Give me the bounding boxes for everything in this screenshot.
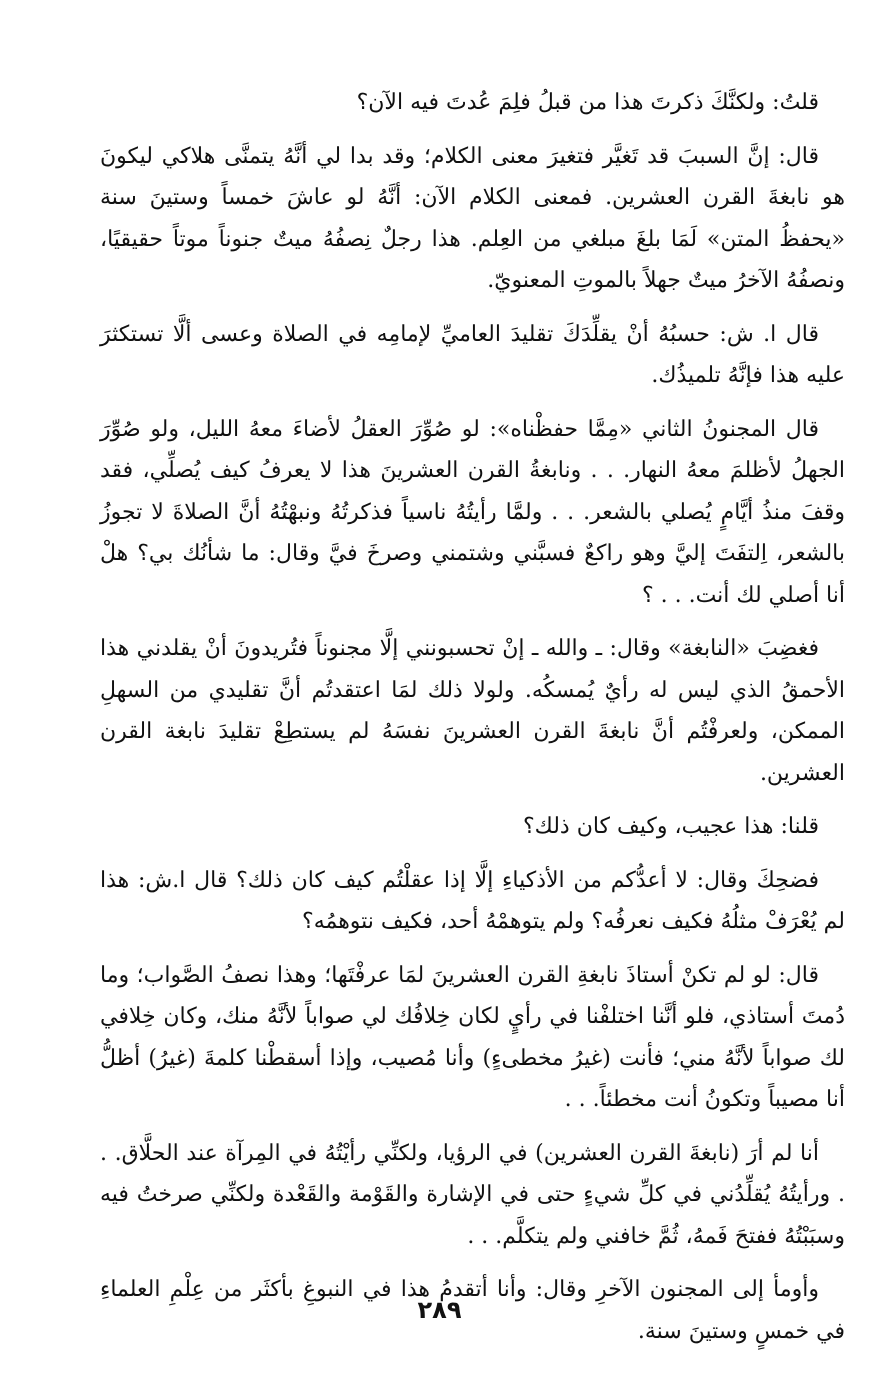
paragraph: أنا لم أرَ (نابغةَ القرن العشرين) في الرؤيا، ولكنِّي رأيْتُهُ في المِرآة عند الحلَّاق. . . ورأيتُهُ يُقلِّدُني في كلِّ شيءٍ حتى في الإشارة والقَوْمة والقَعْدة ولكنِّي صرختُ فيه وسبَبْتُهُ ففتحَ فَمهُ، ثُمَّ خافني ولم يتكلَّم. . . bbox=[100, 1140, 845, 1249]
page-number: ٢٨٩ bbox=[417, 1296, 462, 1324]
paragraph: فضحِكَ وقال: لا أعدُّكم من الأذكياءِ إلَّا إذا عقلْتُم كيف كان ذلك؟ قال ا.ش: هذا لم يُعْرَفْ مثلُهُ فكيف نعرفُه؟ ولم يتوهمْهُ أحد، فكيف نتوهمُه؟ bbox=[100, 867, 845, 934]
paragraph: قال المجنونُ الثاني «مِمَّا حفظْناه»: لو صُوِّرَ العقلُ لأضاءَ معهُ الليل، ولو صُوِّرَ الجهلُ لأظلمَ معهُ النهار. . . ونابغةُ القرن العشرينَ هذا لا يعرفُ كيف يُصلِّي، فقد وقفَ منذُ أيَّامٍ يُصلي بالشعر. . . ولمَّا رأيتُهُ ناسياً فذكرتُهُ ونبهْتُهُ أنَّ الصلاةَ لا تجوزُ بالشعر، اِلتفَتَ إليَّ وهو راكعٌ فسبَّني وشتمني وصرخَ فيَّ وقال: ما شأنُك بي؟ هلْ أنا أصلي لك أنت. . . ؟ bbox=[100, 416, 845, 608]
paragraph: قال ا. ش: حسبُهُ أنْ يقلِّدَكَ تقليدَ العاميِّ لإمامِه في الصلاة وعسى ألَّا تستكثرَ عليه هذا فإنَّهُ تلميذُك. bbox=[100, 321, 845, 388]
page-body bbox=[100, 82, 845, 1364]
paragraph: قلتُ: ولكنَّكَ ذكرتَ هذا من قبلُ فلِمَ عُدتَ فيه الآن؟ bbox=[356, 90, 819, 115]
paragraph: قال: لو لم تكنْ أستاذَ نابغةِ القرن العشرينَ لمَا عرفْتَها؛ وهذا نصفُ الصَّواب؛ وما دُمتَ أستاذي، فلو أنَّنا اختلفْنا في رأيٍ لكان خِلافُك لي صواباً لأنَّهُ منك، وكان خِلافي لك صواباً لأنَّهُ مني؛ فأنت (غيرُ مخطىءٍ) وأنا مُصيب، وإذا أسقطْنا كلمةَ (غيرُ) أظلُّ أنا مصيباً وتكونُ أنت مخطئاً. . . bbox=[100, 962, 845, 1112]
paragraph: وأومأ إلى المجنون الآخرِ وقال: وأنا أتقدمُ هذا في النبوغِ بأكثَر من عِلْمِ العلماءِ في خمسٍ وستينَ سنة. bbox=[100, 1277, 845, 1344]
paragraph: قلنا: هذا عجيب، وكيف كان ذلك؟ bbox=[522, 814, 819, 839]
paragraph: قال: إنَّ السببَ قد تَغيَّر فتغيرَ معنى الكلام؛ وقد بدا لي أنَّهُ يتمنَّى هلاكي ليكونَ هو نابغةَ القرن العشرين. فمعنى الكلام الآن: أنَّهُ لو عاشَ خمساً وستينَ سنة «يحفظُ المتن» لَمَا بلغَ مبلغي من العِلم. هذا رجلٌ نِصفُهُ ميتٌ جنوناً موتاً حقيقيًا، ونصفُهُ الآخرُ ميتٌ جهلاً بالموتِ المعنويّ. bbox=[100, 143, 845, 293]
paragraph: فغضِبَ «النابغة» وقال: ـ والله ـ إنْ تحسبونني إلَّا مجنوناً فتُريدونَ أنْ يقلدني هذا الأحمقُ الذي ليس له رأيٌ يُمسكُه. ولولا ذلك لمَا اعتقدتُم أنَّ تقليدي من السهلِ الممكن، ولعرفْتُم أنَّ نابغةَ القرن العشرينَ نفسَهُ لم يستطِعْ تقليدَ نابغة القرن العشرين. bbox=[100, 636, 845, 786]
